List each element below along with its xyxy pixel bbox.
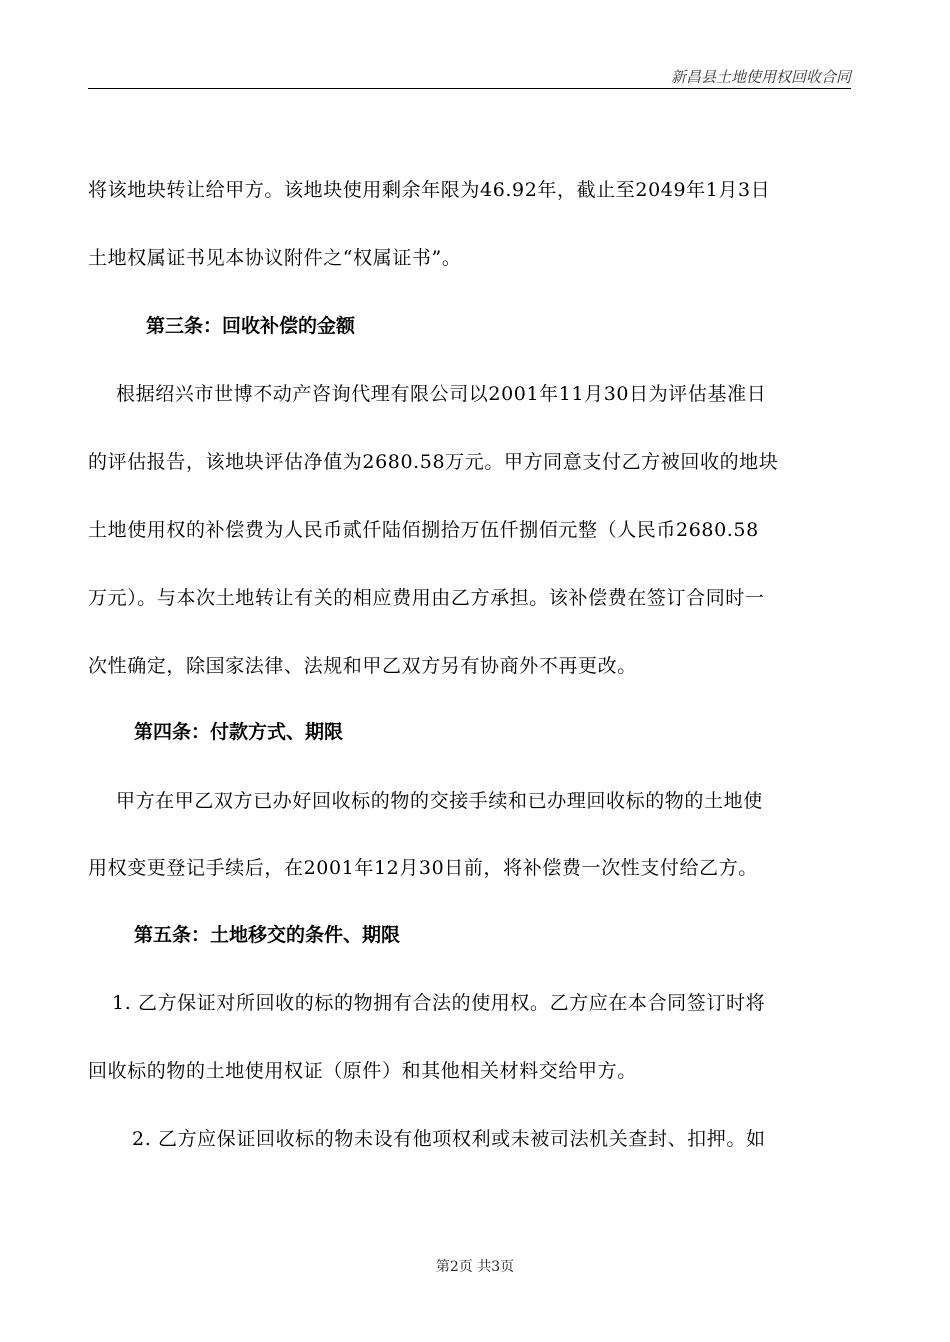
section-heading-5: 第五条：土地移交的条件、期限 bbox=[134, 924, 401, 946]
text-line-8: 次性确定，除国家法律、法规和甲乙双方另有协商外不再更改。 bbox=[88, 655, 637, 677]
text-line-2: 土地权属证书见本协议附件之“权属证书”。 bbox=[88, 247, 462, 269]
text-line-5: 的评估报告，该地块评估净值为2680.58万元。甲方同意支付乙方被回收的地块 bbox=[88, 451, 779, 473]
list-item-1: 1. 乙方保证对所回收的标的物拥有合法的使用权。乙方应在本合同签订时将 bbox=[112, 992, 766, 1014]
text-line-7: 万元）。与本次土地转让有关的相应费用由乙方承担。该补偿费在签订合同时一 bbox=[88, 587, 765, 609]
section-heading-3: 第三条：回收补偿的金额 bbox=[146, 315, 356, 337]
text-line-4: 根据绍兴市世博不动产咨询代理有限公司以2001年11月30日为评估基准日 bbox=[116, 383, 767, 405]
list-item-2: 2. 乙方应保证回收标的物未设有他项权利或未被司法机关查封、扣押。如 bbox=[132, 1128, 766, 1150]
text-line-11: 用权变更登记手续后，在2001年12月30日前，将补偿费一次性支付给乙方。 bbox=[88, 857, 758, 879]
text-line-6: 土地使用权的补偿费为人民币贰仟陆佰捌拾万伍仟捌佰元整（人民币2680.58 bbox=[88, 519, 759, 541]
page-footer: 第2页 共3页 bbox=[435, 1259, 515, 1275]
page-header bbox=[88, 62, 851, 89]
section-heading-4: 第四条：付款方式、期限 bbox=[134, 721, 344, 743]
text-line-1: 将该地块转让给甲方。该地块使用剩余年限为46.92年，截止至2049年1月3日 bbox=[88, 179, 771, 201]
text-line-14: 回收标的物的土地使用权证（原件）和其他相关材料交给甲方。 bbox=[88, 1060, 637, 1082]
header-title: 新昌县土地使用权回收合同 bbox=[670, 68, 851, 86]
text-line-10: 甲方在甲乙双方已办好回收标的物的交接手续和已办理回收标的物的土地使 bbox=[116, 790, 763, 812]
